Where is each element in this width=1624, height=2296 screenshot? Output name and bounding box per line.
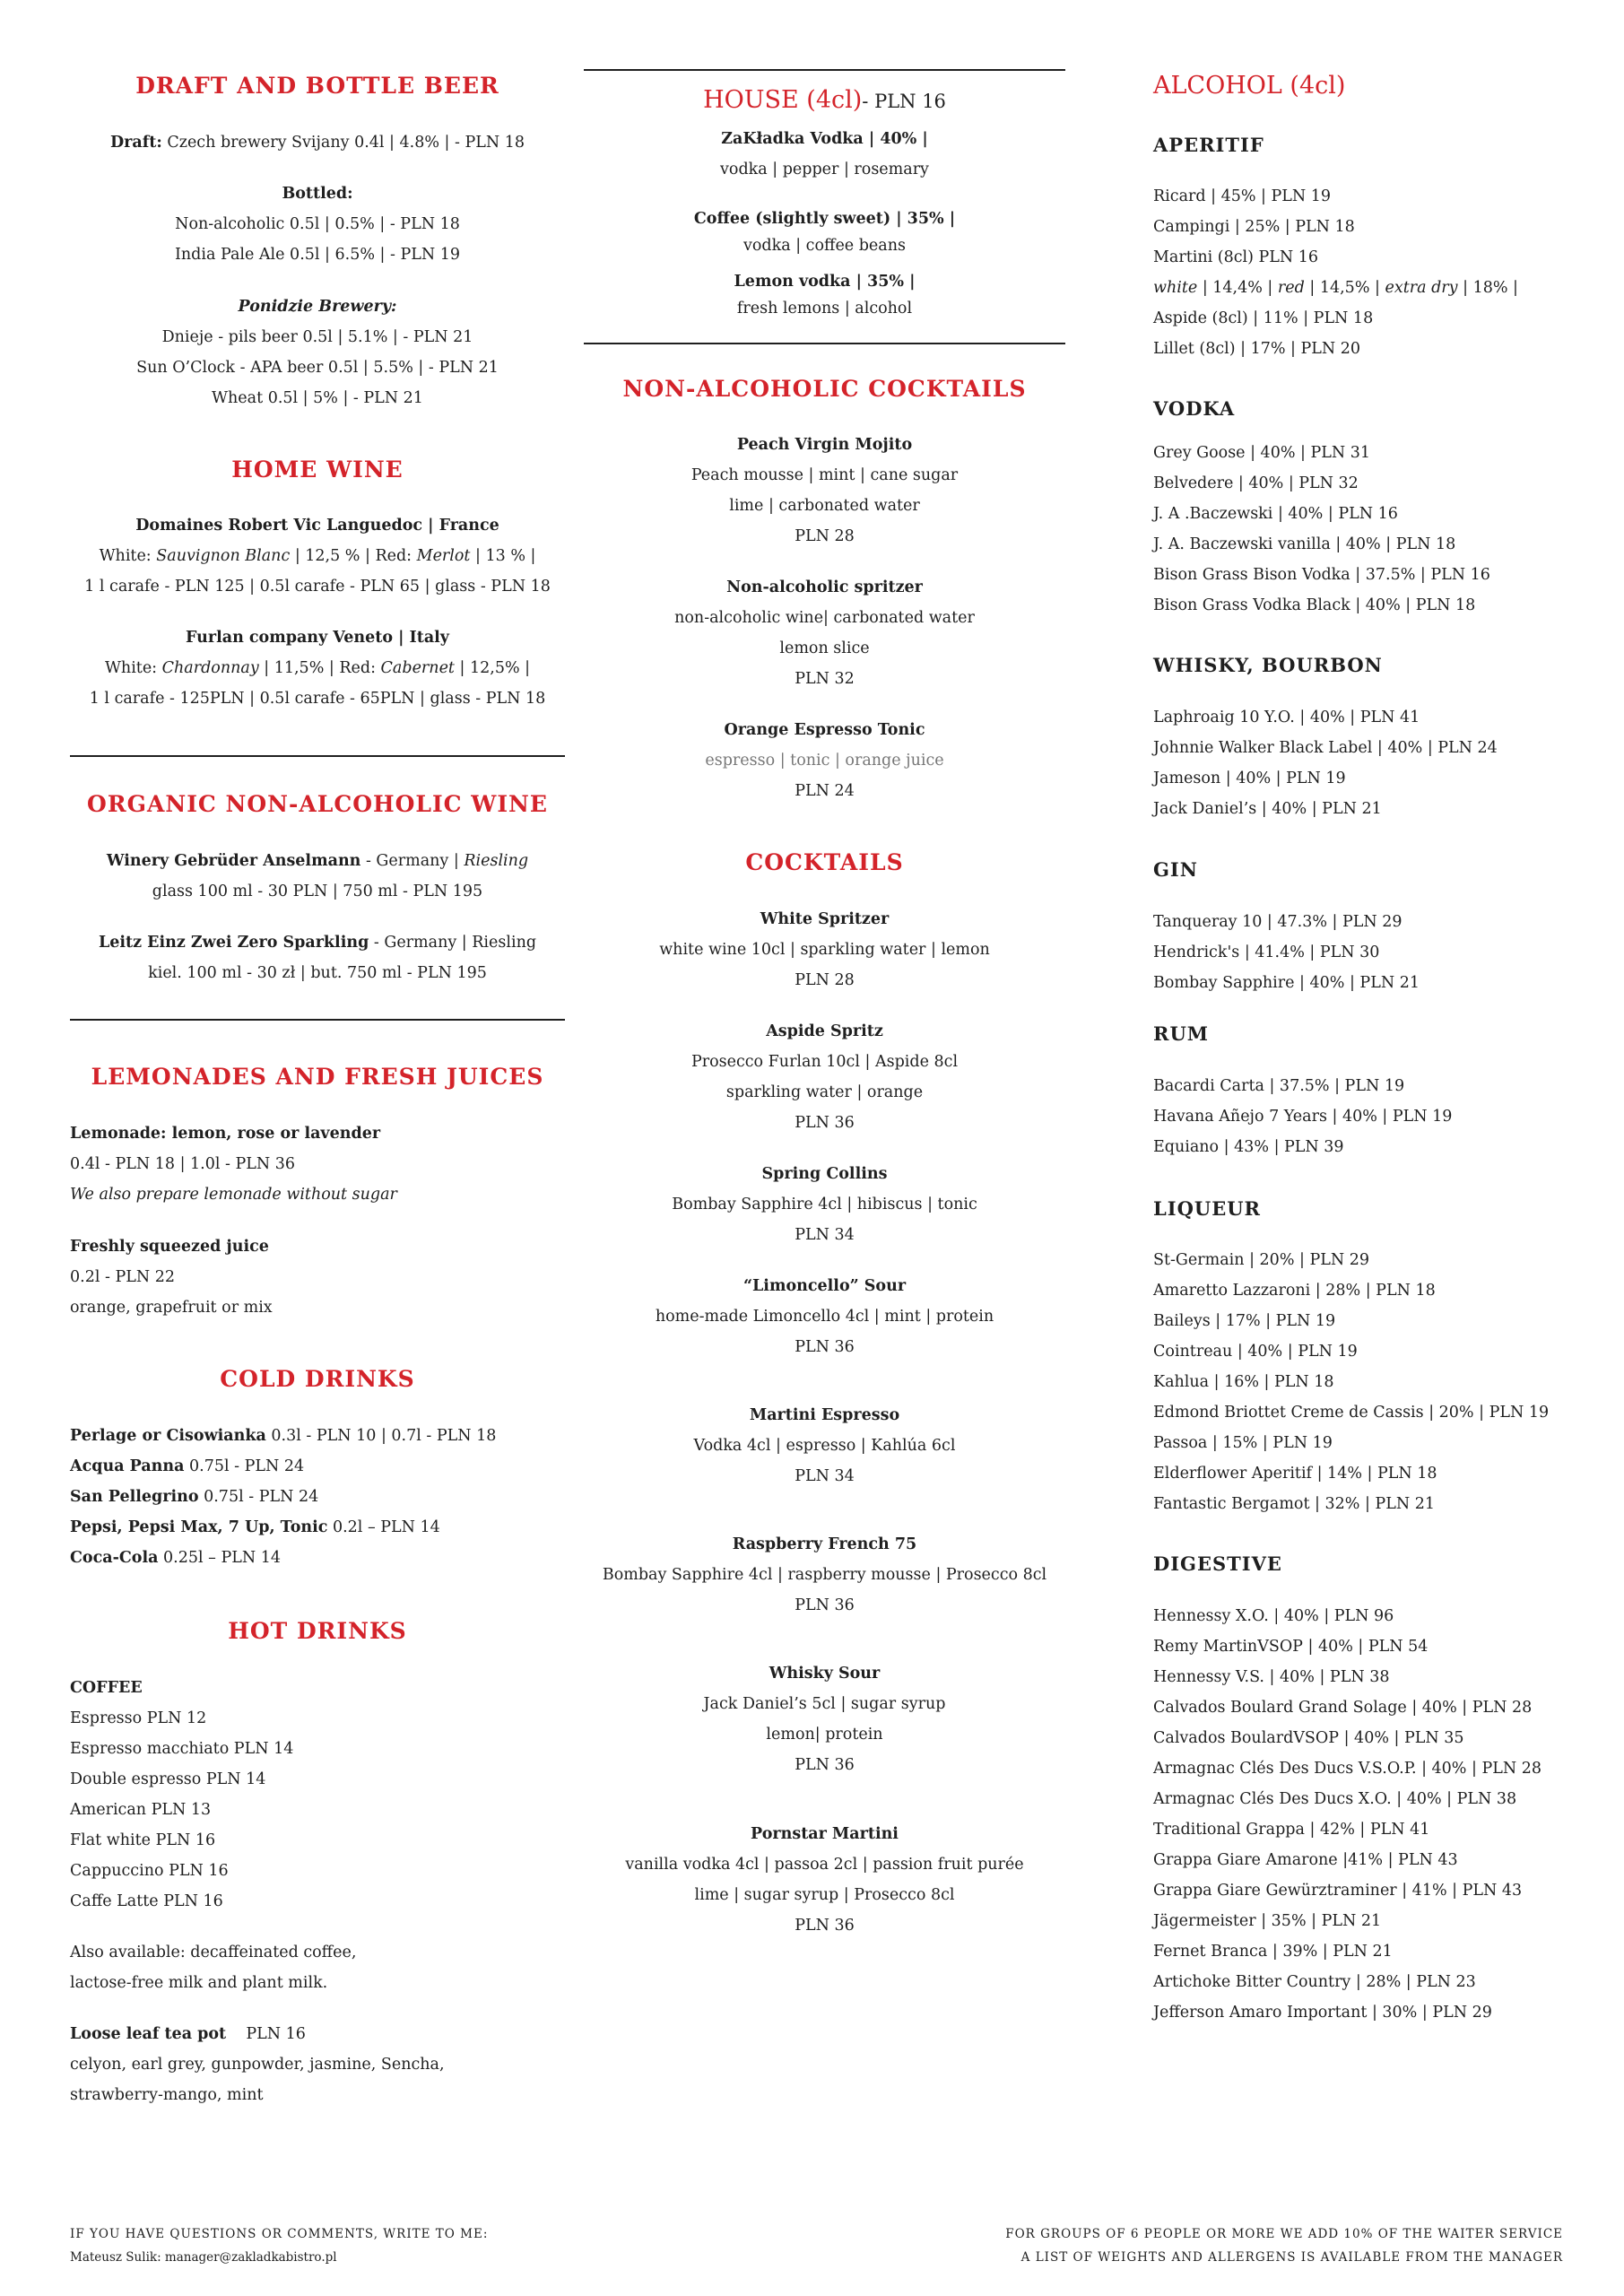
alcohol-item: Passoa | 15% | PLN 19 <box>1153 1434 1333 1452</box>
cocktail-desc: non-alcoholic wine| carbonated water <box>674 609 975 627</box>
section-title-cold-drinks: COLD DRINKS <box>220 1366 415 1392</box>
cocktail-name: “Limoncello” Sour <box>743 1277 907 1295</box>
cocktail-desc: espresso | tonic | orange juice <box>705 752 944 770</box>
tea-types: strawberry-mango, mint <box>70 2086 264 2104</box>
ponidzie-item: Dnieje - pils beer 0.5l | 5.1% | - PLN 21 <box>161 328 473 346</box>
alcohol-item: Armagnac Clés Des Ducs X.O. | 40% | PLN 38 <box>1153 1790 1517 1808</box>
category-gin: GIN <box>1153 858 1198 881</box>
organic-wine-prices: glass 100 ml - 30 PLN | 750 ml - PLN 195 <box>152 883 483 900</box>
section-title-lemonades: LEMONADES AND FRESH JUICES <box>91 1064 544 1090</box>
cocktail-price: PLN 36 <box>795 1114 855 1132</box>
section-title-hot-drinks: HOT DRINKS <box>228 1618 407 1644</box>
ponidzie-item: Wheat 0.5l | 5% | - PLN 21 <box>212 389 423 407</box>
cocktail-desc: lime | sugar syrup | Prosecco 8cl <box>694 1886 955 1904</box>
alcohol-item: Jägermeister | 35% | PLN 21 <box>1153 1912 1382 1930</box>
category-rum: RUM <box>1153 1022 1210 1045</box>
coffee-item: Caffe Latte PLN 16 <box>70 1892 223 1910</box>
section-title-home-wine: HOME WINE <box>231 457 404 483</box>
alcohol-item: Equiano | 43% | PLN 39 <box>1153 1138 1344 1156</box>
alcohol-item: Aspide (8cl) | 11% | PLN 18 <box>1153 309 1374 327</box>
cold-drink-item: San Pellegrino 0.75l - PLN 24 <box>70 1488 319 1506</box>
category-aperitif: APERITIF <box>1153 134 1264 156</box>
cocktail-name: Martini Espresso <box>749 1406 900 1424</box>
alcohol-item: Lillet (8cl) | 17% | PLN 20 <box>1153 340 1361 358</box>
ponidzie-label: Ponidzie Brewery: <box>238 298 397 316</box>
alcohol-item: Bombay Sapphire | 40% | PLN 21 <box>1153 974 1420 992</box>
wine-name: Furlan company Veneto | Italy <box>186 629 449 647</box>
wine-prices: 1 l carafe - PLN 125 | 0.5l carafe - PLN 65 | glass - PLN 18 <box>84 578 551 596</box>
alcohol-item: Fantastic Bergamot | 32% | PLN 21 <box>1153 1495 1435 1513</box>
cold-drink-item: Pepsi, Pepsi Max, 7 Up, Tonic 0.2l – PLN 14 <box>70 1518 440 1536</box>
alcohol-item: Amaretto Lazzaroni | 28% | PLN 18 <box>1153 1282 1436 1300</box>
alcohol-item: Armagnac Clés Des Ducs V.S.O.P. | 40% | PLN 28 <box>1153 1760 1541 1778</box>
alcohol-item: J. A .Baczewski | 40% | PLN 16 <box>1153 505 1398 523</box>
cocktail-desc: sparkling water | orange <box>725 1083 924 1101</box>
alcohol-item: Calvados Boulard Grand Solage | 40% | PLN 28 <box>1153 1699 1533 1717</box>
section-title-non-alc-cocktails: NON-ALCOHOLIC COCKTAILS <box>622 376 1027 402</box>
draft-beer-line: Draft: Czech brewery Svijany 0.4l | 4.8% | - PLN 18 <box>109 134 525 152</box>
alcohol-item: Bacardi Carta | 37.5% | PLN 19 <box>1153 1077 1405 1095</box>
cocktail-desc: white wine 10cl | sparkling water | lemon <box>659 941 990 959</box>
juice-name: Freshly squeezed juice <box>70 1238 269 1256</box>
cocktail-name: Spring Collins <box>761 1165 888 1183</box>
cocktail-name: Non-alcoholic spritzer <box>726 578 923 596</box>
alcohol-item: St-Germain | 20% | PLN 29 <box>1153 1251 1370 1269</box>
cocktail-desc: lemon slice <box>779 639 870 657</box>
alcohol-item: Fernet Branca | 39% | PLN 21 <box>1153 1943 1393 1961</box>
divider <box>70 1019 565 1021</box>
section-title-house: HOUSE (4cl)- PLN 16 <box>703 86 946 114</box>
wine-grapes: White: Sauvignon Blanc | 12,5 % | Red: Merlot | 13 % | <box>99 547 536 565</box>
alcohol-item: Elderflower Aperitif | 14% | PLN 18 <box>1153 1465 1437 1483</box>
alcohol-item: Johnnie Walker Black Label | 40% | PLN 24 <box>1153 739 1498 757</box>
coffee-item: Flat white PLN 16 <box>70 1831 216 1849</box>
wine-name: Domaines Robert Vic Languedoc | France <box>135 517 499 535</box>
alcohol-item: Martini (8cl) PLN 16 <box>1153 248 1319 266</box>
alcohol-item: Laphroaig 10 Y.O. | 40% | PLN 41 <box>1153 709 1420 726</box>
alcohol-item: Kahlua | 16% | PLN 18 <box>1153 1373 1334 1391</box>
divider <box>70 755 565 757</box>
bottled-item: Non-alcoholic 0.5l | 0.5% | - PLN 18 <box>175 215 460 233</box>
house-item-name: Lemon vodka | 35% | <box>734 273 916 291</box>
alcohol-item: Campingi | 25% | PLN 18 <box>1153 218 1355 236</box>
alcohol-item: Ricard | 45% | PLN 19 <box>1153 187 1332 205</box>
alcohol-item: Jameson | 40% | PLN 19 <box>1153 770 1346 787</box>
alcohol-item: Havana Añejo 7 Years | 40% | PLN 19 <box>1153 1108 1453 1126</box>
category-digestive: DIGESTIVE <box>1153 1552 1282 1575</box>
wine-prices: 1 l carafe - 125PLN | 0.5l carafe - 65PLN | glass - PLN 18 <box>89 690 546 708</box>
house-item-name: ZaKładka Vodka | 40% | <box>721 130 928 148</box>
alcohol-item: Remy MartinVSOP | 40% | PLN 54 <box>1153 1638 1429 1656</box>
cocktail-price: PLN 28 <box>795 971 855 989</box>
cocktail-desc: Jack Daniel’s 5cl | sugar syrup <box>703 1695 946 1713</box>
ponidzie-item: Sun O’Clock - APA beer 0.5l | 5.5% | - PLN 21 <box>136 359 499 377</box>
cocktail-desc: Bombay Sapphire 4cl | raspberry mousse | Prosecco 8cl <box>602 1566 1047 1584</box>
section-title-cocktails: COCKTAILS <box>745 849 904 875</box>
alcohol-item: Hennessy X.O. | 40% | PLN 96 <box>1153 1607 1394 1625</box>
bottled-label: Bottled: <box>282 185 353 203</box>
also-available: Also available: decaffeinated coffee, <box>70 1944 357 1961</box>
cocktail-desc: home-made Limoncello 4cl | mint | protein <box>655 1308 994 1326</box>
category-whisky: WHISKY, BOURBON <box>1153 654 1383 676</box>
footer-right-line1: FOR GROUPS OF 6 PEOPLE OR MORE WE ADD 10% OF THE WAITER SERVICE <box>1005 2227 1563 2241</box>
cocktail-desc: Bombay Sapphire 4cl | hibiscus | tonic <box>672 1196 977 1213</box>
cocktail-desc: Vodka 4cl | espresso | Kahlúa 6cl <box>693 1437 956 1455</box>
wine-grapes: White: Chardonnay | 11,5% | Red: Cabernet | 12,5% | <box>104 659 531 677</box>
divider <box>584 69 1065 71</box>
cocktail-desc: lime | carbonated water <box>729 497 920 515</box>
category-liqueur: LIQUEUR <box>1153 1197 1261 1220</box>
coffee-item: Double espresso PLN 14 <box>70 1770 266 1788</box>
house-item-desc: vodka | pepper | rosemary <box>720 161 929 178</box>
alcohol-item: Hendrick's | 41.4% | PLN 30 <box>1153 944 1380 961</box>
organic-wine-name: Leitz Einz Zwei Zero Sparkling - Germany | Riesling <box>98 934 537 952</box>
cocktail-price: PLN 28 <box>795 527 855 545</box>
alcohol-item: Jack Daniel’s | 40% | PLN 21 <box>1153 800 1382 818</box>
coffee-item: Cappuccino PLN 16 <box>70 1862 229 1880</box>
section-title-alcohol: ALCOHOL (4cl) <box>1153 72 1346 100</box>
divider <box>584 343 1065 344</box>
cocktail-name: Raspberry French 75 <box>732 1535 917 1553</box>
juice-options: orange, grapefruit or mix <box>70 1299 273 1317</box>
alcohol-item: Calvados BoulardVSOP | 40% | PLN 35 <box>1153 1729 1464 1747</box>
cocktail-price: PLN 36 <box>795 1338 855 1356</box>
alcohol-item: Grappa Giare Amarone |41% | PLN 43 <box>1153 1851 1458 1869</box>
alcohol-item: Edmond Briottet Creme de Cassis | 20% | PLN 19 <box>1153 1404 1550 1422</box>
cocktail-name: Orange Espresso Tonic <box>724 721 925 739</box>
coffee-item: Espresso PLN 12 <box>70 1709 207 1727</box>
cocktail-name: Pornstar Martini <box>751 1825 899 1843</box>
house-item-desc: vodka | coffee beans <box>743 237 906 255</box>
juice-price: 0.2l - PLN 22 <box>70 1268 176 1286</box>
cocktail-name: Whisky Sour <box>769 1665 881 1683</box>
bottled-item: India Pale Ale 0.5l | 6.5% | - PLN 19 <box>174 246 461 264</box>
section-title-beer: DRAFT AND BOTTLE BEER <box>135 73 499 99</box>
coffee-item: Espresso macchiato PLN 14 <box>70 1740 294 1758</box>
lemonade-price: 0.4l - PLN 18 | 1.0l - PLN 36 <box>70 1155 296 1173</box>
alcohol-item: Bison Grass Bison Vodka | 37.5% | PLN 16 <box>1153 566 1490 584</box>
cold-drink-item: Coca-Cola 0.25l – PLN 14 <box>70 1549 281 1567</box>
cocktail-price: PLN 34 <box>795 1467 855 1485</box>
footer-contact: Mateusz Sulik: manager@zakladkabistro.pl <box>70 2250 337 2265</box>
house-item-desc: fresh lemons | alcohol <box>736 300 913 317</box>
alcohol-item: Artichoke Bitter Country | 28% | PLN 23 <box>1153 1973 1476 1991</box>
cocktail-desc: Prosecco Furlan 10cl | Aspide 8cl <box>690 1053 959 1071</box>
alcohol-item: Belvedere | 40% | PLN 32 <box>1153 474 1359 492</box>
alcohol-item: Jefferson Amaro Important | 30% | PLN 29 <box>1153 2004 1492 2022</box>
cocktail-price: PLN 36 <box>795 1596 855 1614</box>
lemonade-note: We also prepare lemonade without sugar <box>70 1186 397 1204</box>
alcohol-item: Hennessy V.S. | 40% | PLN 38 <box>1153 1668 1390 1686</box>
cocktail-price: PLN 36 <box>795 1756 855 1774</box>
cocktail-name: Aspide Spritz <box>766 1022 883 1040</box>
cocktail-desc: lemon| protein <box>766 1726 883 1744</box>
lemonade-name: Lemonade: lemon, rose or lavender <box>70 1125 381 1143</box>
tea-types: celyon, earl grey, gunpowder, jasmine, Sencha, <box>70 2056 445 2074</box>
footer-left-line1: IF YOU HAVE QUESTIONS OR COMMENTS, WRITE TO ME: <box>70 2227 489 2241</box>
tea-line: Loose leaf tea pot PLN 16 <box>70 2025 306 2043</box>
organic-wine-prices: kiel. 100 ml - 30 zł | but. 750 ml - PLN 195 <box>148 964 487 982</box>
coffee-item: American PLN 13 <box>70 1801 212 1819</box>
alcohol-item: Tanqueray 10 | 47.3% | PLN 29 <box>1153 913 1403 931</box>
alcohol-item: Bison Grass Vodka Black | 40% | PLN 18 <box>1153 596 1476 614</box>
alcohol-item: Cointreau | 40% | PLN 19 <box>1153 1343 1358 1361</box>
cocktail-price: PLN 34 <box>795 1226 855 1244</box>
alcohol-item: J. A. Baczewski vanilla | 40% | PLN 18 <box>1153 535 1456 553</box>
alcohol-item: Traditional Grappa | 42% | PLN 41 <box>1153 1821 1430 1839</box>
category-vodka: VODKA <box>1153 397 1236 420</box>
section-title-organic-wine: ORGANIC NON-ALCOHOLIC WINE <box>87 791 548 817</box>
coffee-label: COFFEE <box>70 1679 143 1697</box>
also-available: lactose-free milk and plant milk. <box>70 1974 328 1992</box>
cocktail-name: White Spritzer <box>760 910 890 928</box>
cold-drink-item: Perlage or Cisowianka 0.3l - PLN 10 | 0.7l - PLN 18 <box>70 1427 497 1445</box>
footer-right-line2: A LIST OF WEIGHTS AND ALLERGENS IS AVAILABLE FROM THE MANAGER <box>1020 2250 1563 2265</box>
alcohol-item: Grappa Giare Gewürztraminer | 41% | PLN 43 <box>1153 1882 1523 1900</box>
alcohol-item: Grey Goose | 40% | PLN 31 <box>1153 444 1371 462</box>
cold-drink-item: Acqua Panna 0.75l - PLN 24 <box>70 1457 305 1475</box>
cocktail-price: PLN 32 <box>795 670 855 688</box>
house-item-name: Coffee (slightly sweet) | 35% | <box>693 210 956 228</box>
organic-wine-name: Winery Gebrüder Anselmann - Germany | Riesling <box>106 852 529 870</box>
alcohol-item: Baileys | 17% | PLN 19 <box>1153 1312 1336 1330</box>
martini-variants: white | 14,4% | red | 14,5% | extra dry | 18% | <box>1153 279 1518 297</box>
cocktail-price: PLN 24 <box>795 782 855 800</box>
cocktail-desc: vanilla vodka 4cl | passoa 2cl | passion fruit purée <box>625 1856 1024 1874</box>
cocktail-price: PLN 36 <box>795 1917 855 1935</box>
cocktail-desc: Peach mousse | mint | cane sugar <box>690 466 959 484</box>
cocktail-name: Peach Virgin Mojito <box>736 436 913 454</box>
